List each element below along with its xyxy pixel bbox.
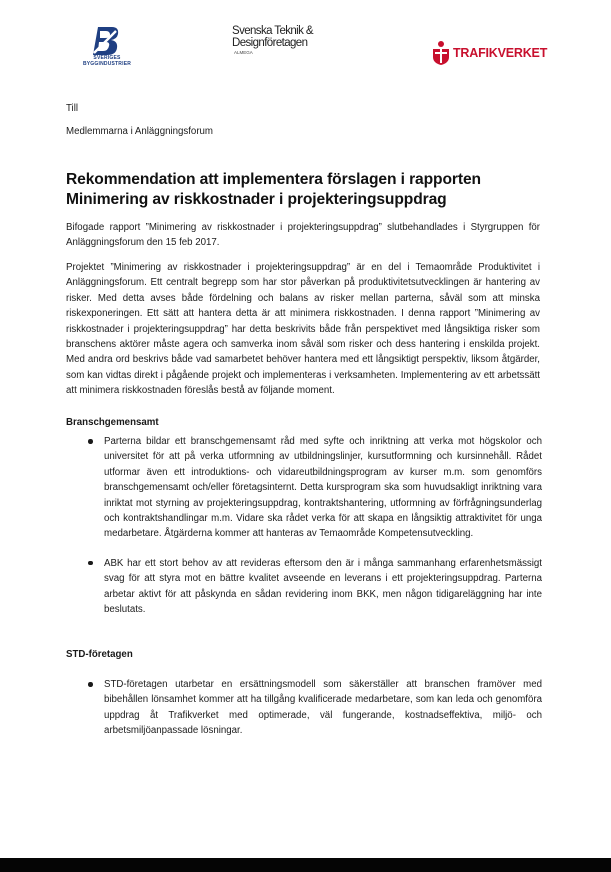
section-heading-std-foretagen: STD-företagen: [66, 649, 133, 660]
list-item: [86, 677, 542, 739]
list-item: [86, 556, 542, 618]
page-bottom-band: [0, 858, 611, 872]
std-foretagen-list: [86, 677, 542, 739]
byggindustrier-caption-line1: SVERIGES: [93, 55, 121, 61]
std-foretagen-logo: [232, 25, 342, 65]
trafikverket-logo: [430, 40, 550, 66]
bullet-icon: [88, 561, 93, 566]
section-heading-branschgemensamt: Branschgemensamt: [66, 417, 159, 428]
byggindustrier-caption-line2: BYGGINDUSTRIER: [82, 61, 132, 67]
list-item: [86, 434, 542, 542]
byggindustrier-b-icon: [92, 26, 120, 56]
document-title: Rekommendation att implementera förslagen i rapporten Minimering av riskkostnader i projekteringsuppdrag: [66, 171, 481, 208]
branschgemensamt-list: [86, 434, 542, 617]
list-item-text: Parterna bildar ett branschgemensamt råd med syfte och inriktning att verka mot högskolor och universitet för att på verka utformning av utbildningslinjer, kursutformning och kursinnehåll. Rådet utformar även ett introduktions- och vidareutbildningsprogram av kurser m.m. som genomförs branschgemensamt och/eller företagsinternt. Detta kursprogram ska som huvudsakligt inriktning vara inriktat mot styrning av projekteringsuppdrag, kontraktshantering, utformning av förfrågningsunderlag och kontraktshandlingar m.m. Vidare ska rådet verka för att skapa en långsiktig attraktivitet för unga medarbetare. Åtgärderna kommer att hanteras av Temaområde Kompetensutveckling.: [104, 436, 542, 540]
list-item-text: STD-företagen utarbetar en ersättningsmodell som säkerställer att branschen framöver med bibehållen lönsamhet kommer att ha tillgång kvalificerade medarbetare, som kan leda och genomföra uppdrag åt Trafikverket med optimerade, väl fungerande, kostnadseffektiva, miljö- och arbetsmiljöanpassade lösningar.: [104, 679, 542, 737]
bullet-icon: [88, 439, 93, 444]
bullet-icon: [88, 682, 93, 687]
project-paragraph: Projektet ”Minimering av riskkostnader i projekteringsuppdrag” är en del i Temaområde Produktivitet i Anläggningsforum. Ett centralt begrepp som har stor påverkan på produktivitetsutvecklingen är hantering av risker. Med detta avses både fördelning och balans av risker mellan parterna, såväl som att minska riskexponeringen. Ett sätt att hantera detta är att minimera riskkostnaden. I denna rapport ”Minimering av riskkostnader i projekteringsuppdrag” har detta beskrivits både från perspektivet med långsiktiga risker som branschens aktörer måste agera och samverka inom såväl som risker och dess hantering i enskilda projekt. Med andra ord beskrivs både vad samarbetet behöver hantera med ett långsiktigt perspektiv, liksom åtgärder, som kan vidtas direkt i pågående projekt och implementeras i verksamheten. Implementering av ett arbetssätt att minimera riskkostnaden föreslås bestå av följande moment.: [66, 262, 540, 397]
trafikverket-wordmark: TRAFIKVERKET: [453, 46, 548, 60]
std-logo-line2: Designföretagen: [232, 37, 308, 49]
trafikverket-crest-icon: [430, 40, 452, 66]
recipients-line: Medlemmarna i Anläggningsforum: [66, 126, 214, 137]
logo-header: [0, 22, 611, 72]
list-item-text: ABK har ett stort behov av att revideras eftersom den är i många sammanhang erfarenhetsmässigt svag för att styra mot en bättre kvalitet avseende en leverans i ett projekteringsuppdrag. Parterna arbetar aktivt för att påskynda en sådan revidering inom BKK, men någon tidigareläggning har inte beslutats.: [104, 557, 542, 616]
intro-paragraph: Bifogade rapport ”Minimering av riskkostnader i projekteringsuppdrag” slutbehandlades i Styrgruppen för Anläggningsforum den 15 feb 2017.: [66, 222, 540, 249]
to-label: Till: [66, 103, 79, 114]
std-logo-line1: Svenska Teknik &: [232, 25, 313, 37]
sveriges-byggindustrier-logo: [82, 26, 132, 68]
std-logo-line3: ALMEGA: [234, 50, 253, 55]
